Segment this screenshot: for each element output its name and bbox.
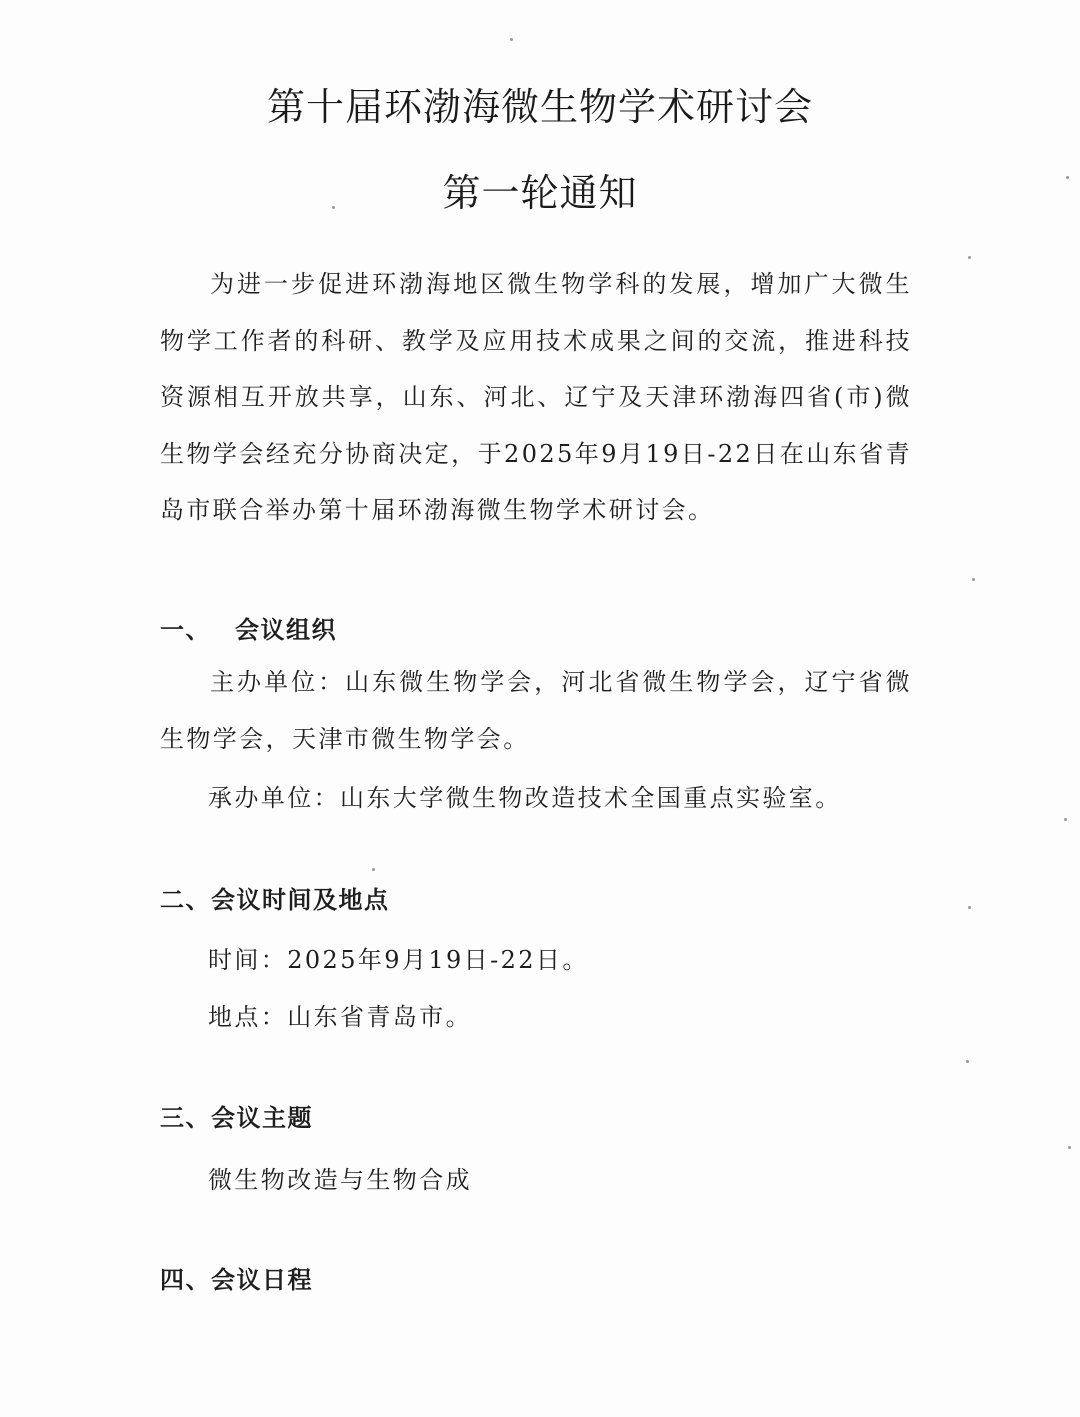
section-heading-time-place — [160, 880, 390, 915]
scan-speck — [972, 578, 975, 581]
scan-speck — [966, 1060, 969, 1063]
scan-speck — [1068, 1146, 1071, 1149]
theme-line: 微生物改造与生物合成 — [208, 1166, 472, 1194]
scan-speck — [1064, 818, 1067, 821]
section-number: 三、 — [160, 1104, 211, 1132]
time-line: 时间：2025年9月19日-22日。 — [208, 946, 589, 974]
section-title: 会议组织 — [235, 616, 337, 644]
document-title: 第十届环渤海微生物学术研讨会 — [266, 85, 813, 129]
scan-speck — [372, 868, 375, 871]
section-title: 会议日程 — [211, 1266, 313, 1294]
document-subtitle: 第一轮通知 — [442, 171, 638, 215]
scan-speck — [332, 206, 335, 209]
scan-speck — [510, 38, 513, 41]
section-title: 会议主题 — [211, 1104, 313, 1132]
scan-speck — [968, 256, 971, 259]
scan-speck — [968, 906, 971, 909]
intro-paragraph: 为进一步促进环渤海地区微生物学科的发展，增加广大微生物学工作者的科研、教学及应用技术成果之间的交流，推进科技资源相互开放共享，山东、河北、辽宁及天津环渤海四省(市)微生物学会经充分协商决定，于2025年9月19日-22日在山东省青岛市联合举办第十届环渤海微生物学术研讨会。 — [160, 270, 912, 524]
section-number: 二、 — [160, 886, 211, 914]
scan-speck — [1066, 176, 1069, 179]
organizer-paragraph: 主办单位：山东微生物学会，河北省微生物学会，辽宁省微生物学会，天津市微生物学会。 — [160, 668, 912, 753]
place-line: 地点：山东省青岛市。 — [208, 1003, 472, 1031]
section-heading-theme — [160, 1098, 313, 1133]
section-heading-organization — [160, 610, 337, 645]
section-number: 四、 — [160, 1266, 211, 1294]
section-heading-schedule — [160, 1260, 313, 1295]
section-number: 一、 — [160, 616, 211, 644]
host-line: 承办单位：山东大学微生物改造技术全国重点实验室。 — [208, 784, 842, 812]
section-title: 会议时间及地点 — [211, 886, 390, 914]
